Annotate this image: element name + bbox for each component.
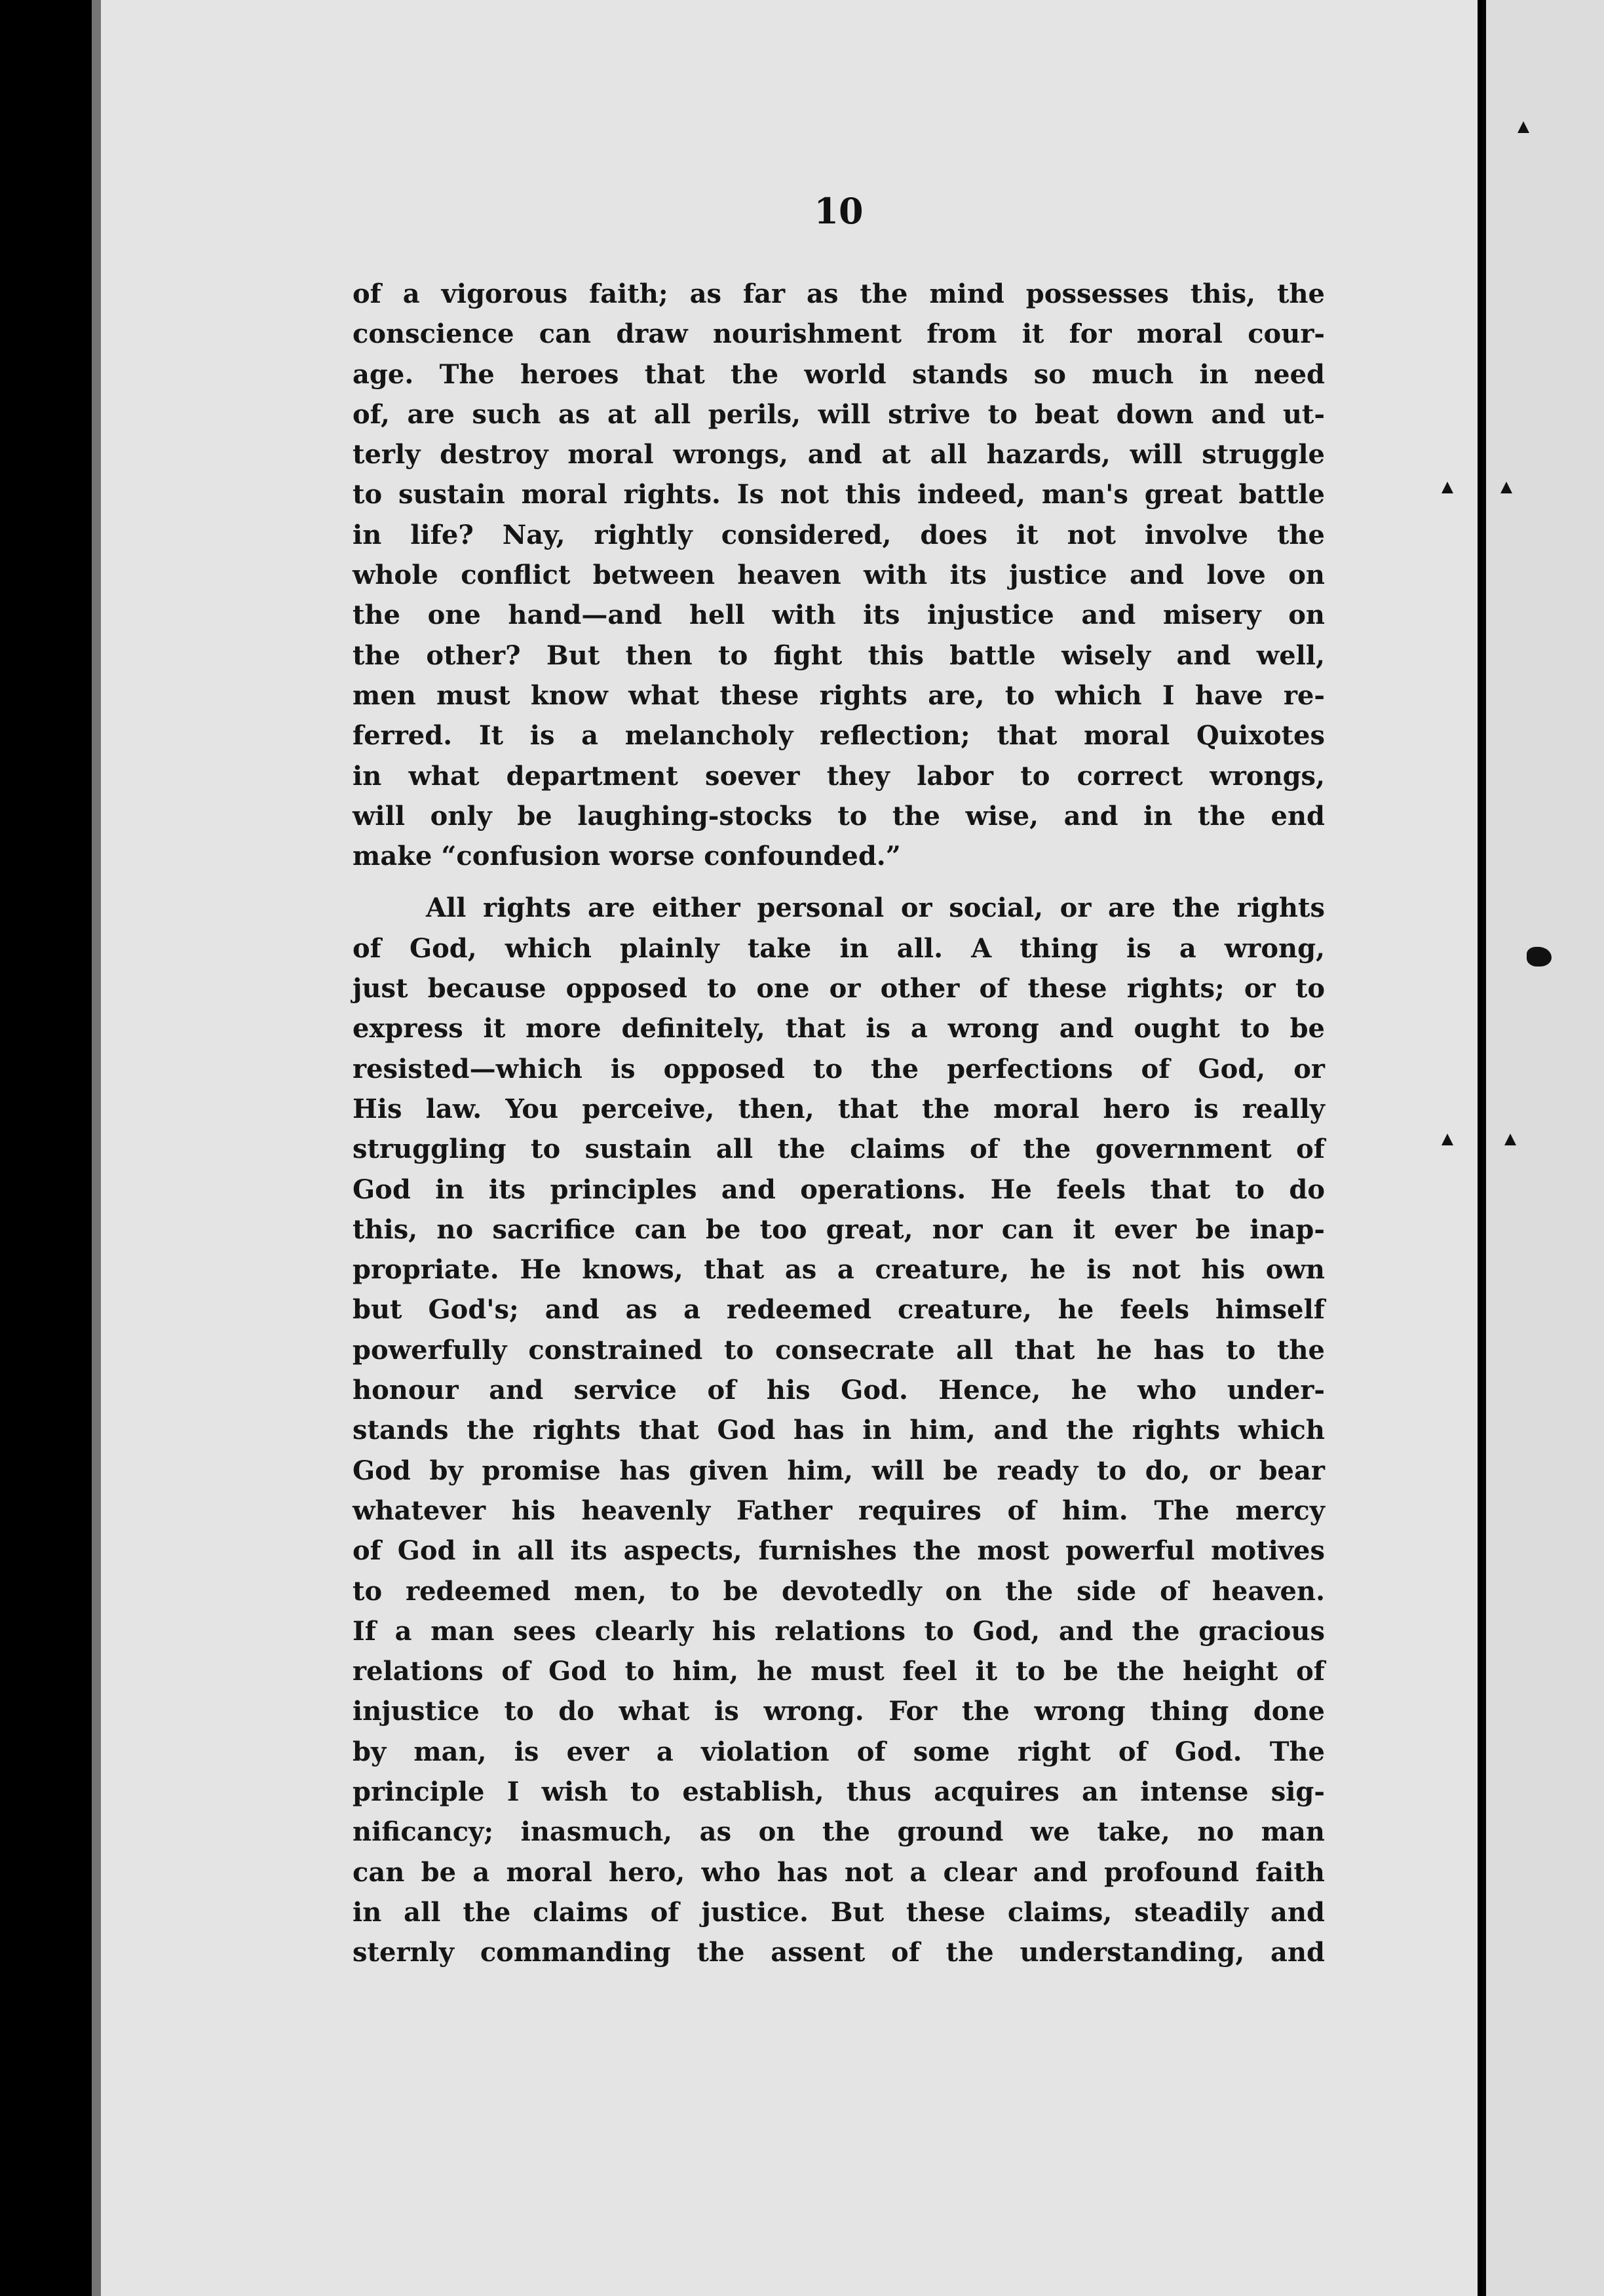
text-line: of a vigorous faith; as far as the mind possesses this, the — [353, 278, 1325, 309]
text-line: will only be laughing-stocks to the wise, and in the end — [353, 800, 1325, 832]
text-line: express it more definitely, that is a wrong and ought to be — [353, 1013, 1325, 1044]
text-line: sternly commanding the assent of the understanding, and — [353, 1937, 1325, 1968]
text-line: propriate. He knows, that as a creature, he is not his own — [353, 1254, 1325, 1286]
text-line: honour and service of his God. Hence, he who under- — [353, 1375, 1325, 1406]
text-line: age. The heroes that the world stands so much in need — [353, 358, 1325, 390]
text-line: struggling to sustain all the claims of the government of — [353, 1134, 1325, 1165]
text-line: principle I wish to establish, thus acquires an intense sig- — [353, 1776, 1325, 1807]
ink-blot-mark — [1527, 947, 1552, 966]
text-line: powerfully constrained to consecrate all that he has to the — [353, 1334, 1325, 1366]
text-line: but God's; and as a redeemed creature, he feels himself — [353, 1294, 1325, 1326]
text-line: conscience can draw nourishment from it for moral cour- — [353, 318, 1325, 350]
text-line: resisted—which is opposed to the perfections of God, or — [353, 1053, 1325, 1084]
body-text — [353, 274, 1325, 1972]
text-line: in what department soever they labor to correct wrongs, — [353, 760, 1325, 792]
text-line: relations of God to him, he must feel it to be the height of — [353, 1656, 1325, 1687]
text-line: in life? Nay, rightly considered, does it not involve the — [353, 519, 1325, 550]
text-line: whole conflict between heaven with its justice and love on — [353, 560, 1325, 591]
text-line: to sustain moral rights. Is not this indeed, man's great battle — [353, 479, 1325, 510]
text-line: God in its principles and operations. He feels that to do — [353, 1174, 1325, 1205]
text-line: whatever his heavenly Father requires of him. The mercy — [353, 1495, 1325, 1526]
page-number: 10 — [814, 190, 864, 232]
text-line: His law. You perceive, then, that the moral hero is really — [353, 1093, 1325, 1124]
adjacent-page-strip — [1486, 0, 1604, 2296]
scan-speck-mark — [1442, 1134, 1453, 1145]
text-line: nificancy; inasmuch, as on the ground we take, no man — [353, 1816, 1325, 1848]
text-line: to redeemed men, to be devotedly on the side of heaven. — [353, 1575, 1325, 1607]
text-line: All rights are either personal or social, or are the rights — [426, 892, 1325, 924]
page-left-edge-shadow — [92, 0, 101, 2296]
scan-speck-mark — [1442, 482, 1453, 493]
text-line: terly destroy moral wrongs, and at all hazards, will struggle — [353, 439, 1325, 470]
scan-speck-mark — [1500, 482, 1512, 493]
text-line: by man, is ever a violation of some right of God. The — [353, 1736, 1325, 1767]
text-line: make “confusion worse confounded.” — [353, 841, 901, 872]
text-line: of, are such as at all perils, will strive to beat down and ut- — [353, 398, 1325, 430]
text-line: men must know what these rights are, to which I have re- — [353, 679, 1325, 711]
text-line: of God in all its aspects, furnishes the most powerful motives — [353, 1535, 1325, 1567]
text-line: ferred. It is a melancholy reflection; that moral Quixotes — [353, 720, 1325, 752]
text-line: can be a moral hero, who has not a clear and profound faith — [353, 1856, 1325, 1888]
text-line: If a man sees clearly his relations to God, and the gracious — [353, 1615, 1325, 1647]
text-line: this, no sacrifice can be too great, nor can it ever be inap- — [353, 1214, 1325, 1245]
text-line: in all the claims of justice. But these claims, steadily and — [353, 1896, 1325, 1928]
text-line: God by promise has given him, will be ready to do, or bear — [353, 1455, 1325, 1486]
text-line: the one hand—and hell with its injustice and misery on — [353, 600, 1325, 631]
text-line: the other? But then to fight this battle wisely and well, — [353, 640, 1325, 671]
scan-speck-mark — [1504, 1134, 1516, 1145]
scan-speck-mark — [1518, 121, 1529, 133]
text-line: of God, which plainly take in all. A thing is a wrong, — [353, 932, 1325, 964]
text-line: injustice to do what is wrong. For the wrong thing done — [353, 1696, 1325, 1727]
text-line: stands the rights that God has in him, and the rights which — [353, 1415, 1325, 1446]
text-line: just because opposed to one or other of these rights; or to — [353, 973, 1325, 1004]
